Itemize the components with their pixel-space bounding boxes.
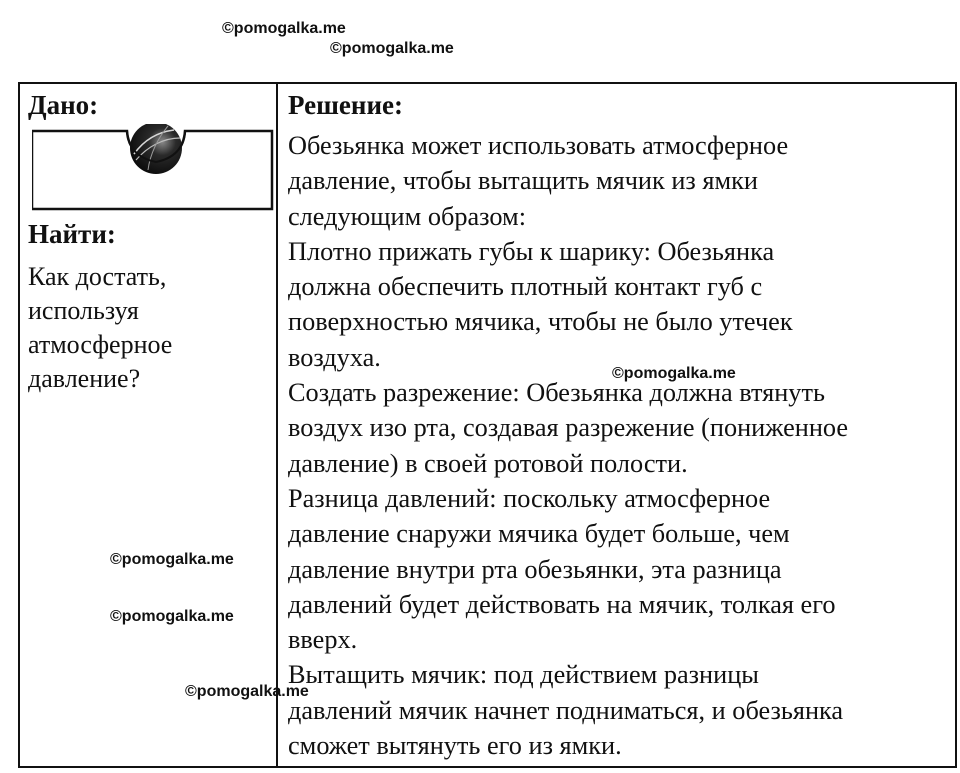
solution-line: давление внутри рта обезьянки, эта разница xyxy=(288,554,782,584)
solution-column xyxy=(278,84,955,766)
watermark: ©pomogalka.me xyxy=(185,683,309,700)
solution-line: поверхностью мячика, чтобы не было утечек xyxy=(288,307,793,337)
ball-in-pit-figure xyxy=(32,124,275,214)
solution-line: Разница давлений: поскольку атмосферное xyxy=(288,483,771,513)
find-text xyxy=(28,260,268,396)
given-heading: Дано: xyxy=(28,90,99,120)
watermark: ©pomogalka.me xyxy=(222,20,346,37)
watermark: ©pomogalka.me xyxy=(110,608,234,625)
find-line: используя xyxy=(28,296,139,325)
solution-heading: Решение: xyxy=(288,90,403,120)
solution-line: должна обеспечить плотный контакт губ с xyxy=(288,272,763,302)
solution-line: Вытащить мячик: под действием разницы xyxy=(288,660,759,690)
find-heading: Найти: xyxy=(28,219,116,249)
given-column xyxy=(20,84,276,766)
watermark: ©pomogalka.me xyxy=(330,40,454,57)
solution-line: вверх. xyxy=(288,625,358,655)
solution-line: воздуха. xyxy=(288,342,381,372)
find-line: давление? xyxy=(28,364,141,393)
find-line: атмосферное xyxy=(28,330,173,359)
solution-line: давление, чтобы вытащить мячик из ямки xyxy=(288,166,758,196)
solution-line: Обезьянка может использовать атмосферное xyxy=(288,131,789,160)
solution-line: Плотно прижать губы к шарику: Обезьянка xyxy=(288,236,775,266)
solution-line: давлений будет действовать на мячик, толкая его xyxy=(288,589,836,619)
solution-line: давление снаружи мячика будет больше, чем xyxy=(288,519,790,549)
solution-text xyxy=(288,128,958,763)
task-table xyxy=(18,82,957,768)
solution-line: следующим образом: xyxy=(288,201,527,231)
solution-line: Создать разрежение: Обезьянка должна втянуть xyxy=(288,378,825,408)
solution-line: воздух изо рта, создавая разрежение (пониженное xyxy=(288,413,849,443)
find-line: Как достать, xyxy=(28,262,167,291)
solution-line: давлений мячик начнет подниматься, и обезьянка xyxy=(288,695,844,725)
solution-line: давление) в своей ротовой полости. xyxy=(288,448,688,478)
solution-line: сможет вытянуть его из ямки. xyxy=(288,731,622,761)
watermark: ©pomogalka.me xyxy=(612,365,736,382)
watermark: ©pomogalka.me xyxy=(110,551,234,568)
